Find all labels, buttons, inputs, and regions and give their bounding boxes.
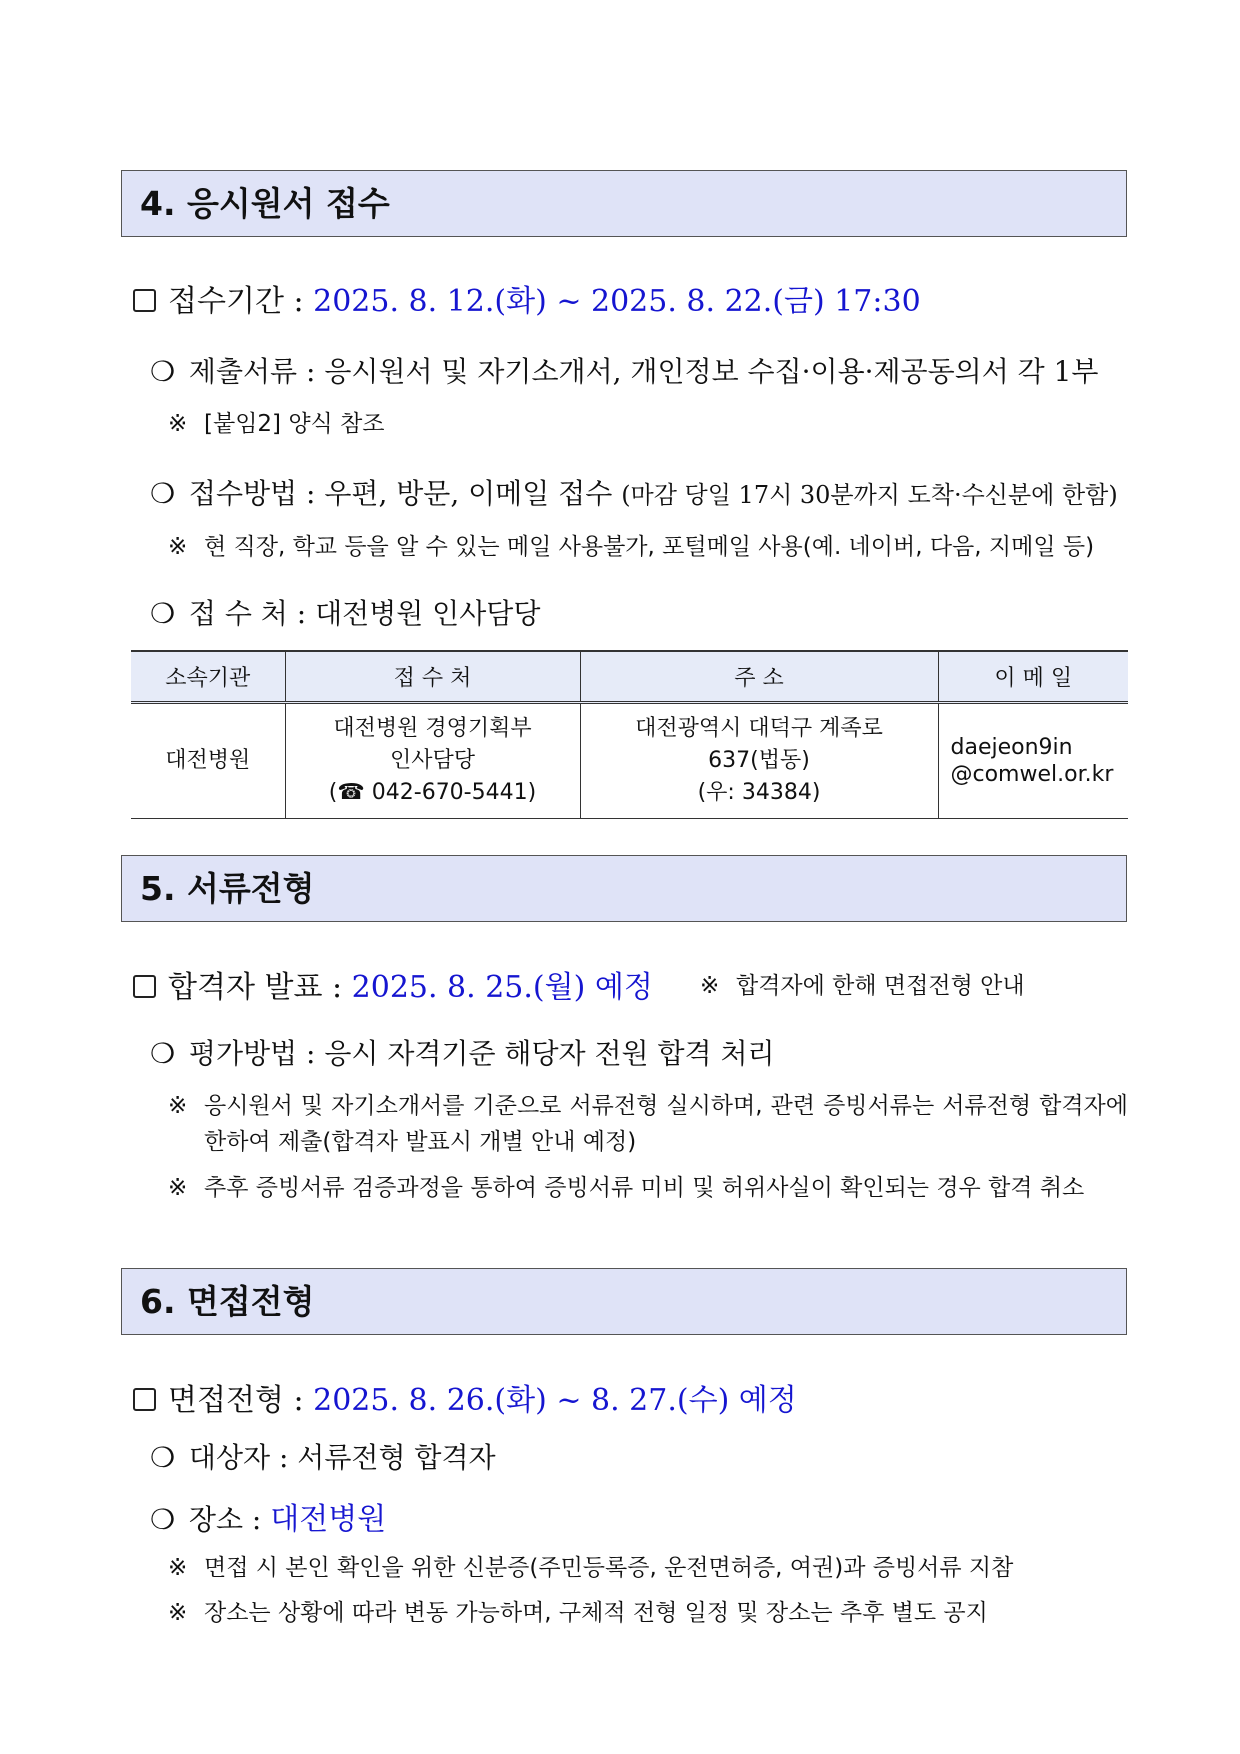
receipt-period-label: 접수기간 :	[168, 284, 304, 319]
checkbox-icon	[133, 1388, 156, 1411]
circle-bullet-icon: ❍	[150, 1441, 176, 1474]
table-row	[131, 703, 1128, 819]
announcement-value: 2025. 8. 25.(월) 예정	[351, 970, 653, 1005]
circle-bullet-icon: ❍	[150, 477, 176, 510]
address-cell: 대전광역시 대덕구 계족로 637(법동) (우: 34384)	[580, 703, 938, 819]
section-4-heading: 4. 응시원서 접수	[121, 170, 1127, 237]
method-note: ※ 현 직장, 학교 등을 알 수 있는 메일 사용불가, 포털메일 사용(예. 네이버, 다음, 지메일 등)	[168, 534, 1095, 560]
table-header-cell: 소속기관	[131, 651, 285, 703]
interview-line	[133, 1375, 797, 1419]
section-6-heading: 6. 면접전형	[121, 1268, 1127, 1335]
circle-bullet-icon: ❍	[150, 597, 176, 630]
evaluation-value: 응시 자격기준 해당자 전원 합격 처리	[324, 1037, 775, 1070]
table-header-cell: 주 소	[580, 651, 938, 703]
circle-bullet-icon: ❍	[150, 1503, 176, 1536]
method-value: 우편, 방문, 이메일 접수	[324, 477, 613, 510]
evaluation-note-1: ※ 응시원서 및 자기소개서를 기준으로 서류전형 실시하며, 관련 증빙서류는 서류전형 합격자에 한하여 제출(합격자 발표시 개별 안내 예정)	[168, 1088, 1128, 1160]
announcement-note: ※ 합격자에 한해 면접전형 안내	[700, 973, 1025, 999]
place-line	[150, 592, 540, 632]
documents-value: 응시원서 및 자기소개서, 개인정보 수집·이용·제공동의서 각 1부	[324, 355, 1099, 388]
method-small-note: (마감 당일 17시 30분까지 도착·수신분에 한함)	[621, 481, 1118, 509]
documents-label: 제출서류 :	[188, 355, 316, 388]
place-label: 접 수 처 :	[188, 597, 307, 630]
evaluation-line	[150, 1032, 775, 1072]
receipt-period-value: 2025. 8. 12.(화) ~ 2025. 8. 22.(금) 17:30	[313, 284, 921, 319]
target-label: 대상자 :	[188, 1441, 289, 1474]
phone-number: (☎ 042-670-5441)	[328, 780, 537, 805]
documents-line	[150, 350, 1098, 390]
dept-cell: 대전병원 경영기획부 인사담당 (☎ 042-670-5441)	[285, 703, 580, 819]
interview-label: 면접전형 :	[168, 1383, 304, 1418]
table-header-cell: 접 수 처	[285, 651, 580, 703]
documents-note: ※ [붙임2] 양식 참조	[168, 411, 385, 437]
reference-mark-icon: ※	[168, 1093, 188, 1119]
email-cell: daejeon9in @comwel.or.kr	[938, 703, 1128, 819]
target-value: 서류전형 합격자	[297, 1441, 496, 1474]
method-label: 접수방법 :	[188, 477, 316, 510]
evaluation-note-2: ※ 추후 증빙서류 검증과정을 통하여 증빙서류 미비 및 허위사실이 확인되는 경우 합격 취소	[168, 1170, 1128, 1242]
circle-bullet-icon: ❍	[150, 1037, 176, 1070]
table-header-row	[131, 651, 1128, 703]
interview-value: 2025. 8. 26.(화) ~ 8. 27.(수) 예정	[313, 1383, 797, 1418]
announcement-label: 합격자 발표 :	[168, 970, 343, 1005]
receipt-table	[131, 650, 1128, 819]
reference-mark-icon: ※	[168, 534, 188, 560]
reference-mark-icon: ※	[168, 411, 188, 437]
checkbox-icon	[133, 289, 156, 312]
reference-mark-icon: ※	[700, 973, 720, 999]
reference-mark-icon: ※	[168, 1600, 188, 1626]
place-value: 대전병원 인사담당	[315, 597, 541, 630]
reference-mark-icon: ※	[168, 1175, 188, 1201]
circle-bullet-icon: ❍	[150, 355, 176, 388]
venue-label: 장소 :	[188, 1503, 262, 1536]
announcement-line	[133, 962, 653, 1006]
receipt-period-line	[133, 276, 921, 320]
venue-note-1: ※ 면접 시 본인 확인을 위한 신분증(주민등록증, 운전면허증, 여권)과 증빙서류 지참	[168, 1555, 1014, 1581]
evaluation-label: 평가방법 :	[188, 1037, 316, 1070]
checkbox-icon	[133, 975, 156, 998]
venue-value: 대전병원	[270, 1502, 387, 1537]
org-cell: 대전병원	[131, 703, 285, 819]
section-5-heading: 5. 서류전형	[121, 855, 1127, 922]
table-header-cell: 이 메 일	[938, 651, 1128, 703]
target-line	[150, 1436, 496, 1476]
method-line	[150, 472, 1118, 512]
venue-line	[150, 1494, 386, 1538]
reference-mark-icon: ※	[168, 1555, 188, 1581]
venue-note-2: ※ 장소는 상황에 따라 변동 가능하며, 구체적 전형 일정 및 장소는 추후 별도 공지	[168, 1600, 988, 1626]
